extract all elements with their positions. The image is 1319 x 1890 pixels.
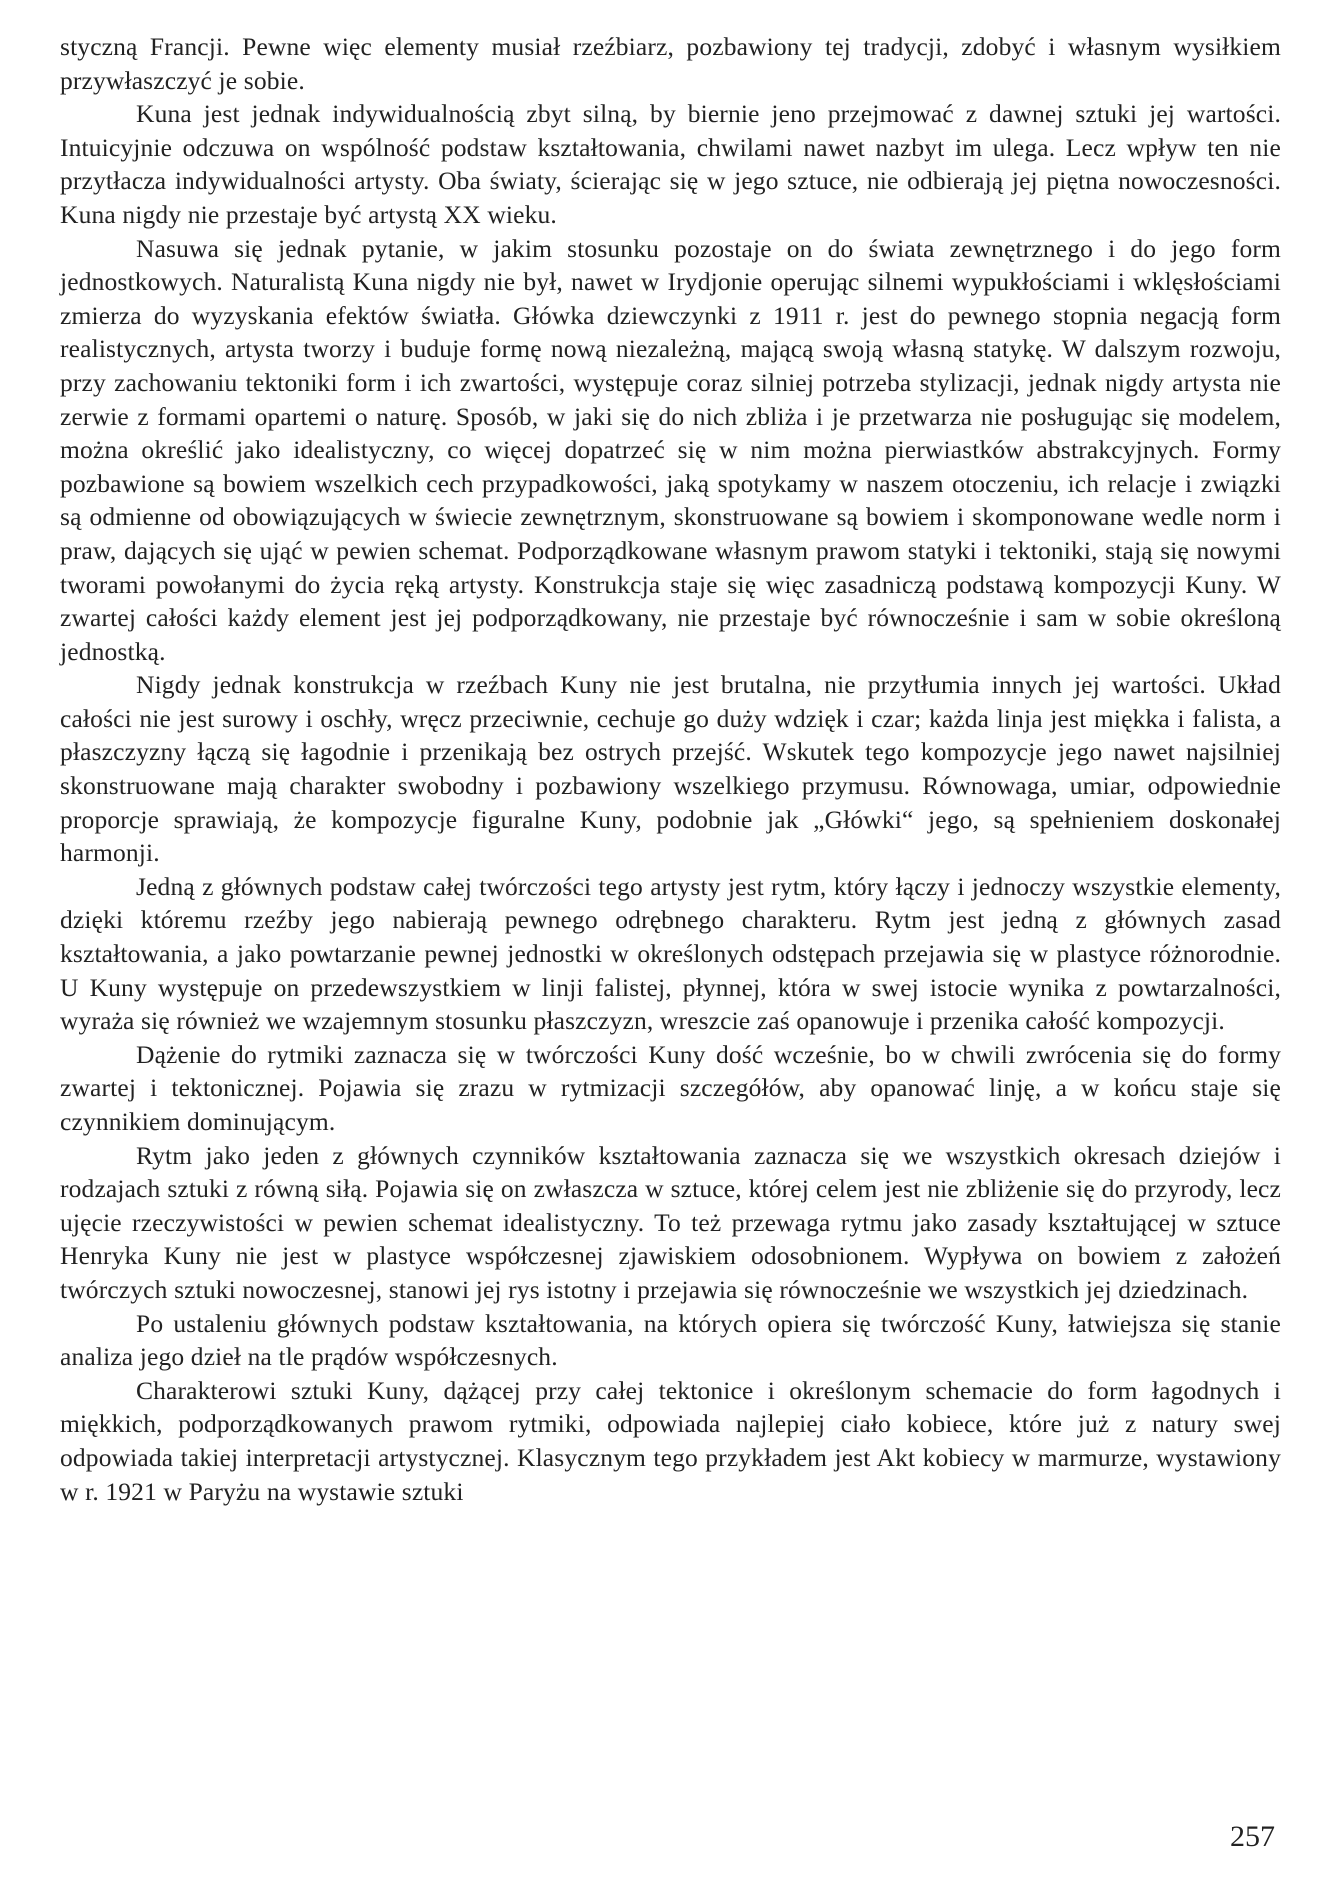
paragraph: Nigdy jednak konstrukcja w rzeźbach Kuny nie jest brutalna, nie przytłumia innych jej wartości. Układ całości nie jest surowy i oschły, wręcz przeciwnie, cechuje go duży wdzięk i czar; każda linja jest miękka i falista, a płaszczyzny łączą się łagodnie i przenikają bez ostrych przejść. Wskutek tego kompozycje jego nawet najsilniej skonstruowane mają charakter swobodny i pozbawiony wszelkiego przymusu. Równowaga, umiar, odpowiednie proporcje sprawiają, że kompozycje figuralne Kuny, podobnie jak „Główki“ jego, są spełnieniem doskonałej harmonji. — [60, 670, 1281, 868]
paragraph: Po ustaleniu głównych podstaw kształtowania, na których opiera się twórczość Kuny, łatwiejsza się stanie analiza jego dzieł na tle prądów współczesnych. — [60, 1308, 1281, 1372]
body-text — [60, 30, 1281, 1508]
page-number: 257 — [1230, 1820, 1275, 1853]
paragraph: Dążenie do rytmiki zaznacza się w twórczości Kuny dość wcześnie, bo w chwili zwrócenia się do formy zwartej i tektonicznej. Pojawia się zrazu w rytmizacji szczegółów, aby opanować linję, a w końcu staje się czynnikiem dominującym. — [60, 1039, 1281, 1136]
paragraph: styczną Francji. Pewne więc elementy musiał rzeźbiarz, pozbawiony tej tradycji, zdobyć i własnym wysiłkiem przywłaszczyć je sobie. — [60, 32, 1281, 95]
paragraph: Charakterowi sztuki Kuny, dążącej przy całej tektonice i określonym schemacie do form łagodnych i miękkich, podporządkowanych prawom rytmiki, odpowiada najlepiej ciało kobiece, które już z natury swej odpowiada takiej interpretacji artystycznej. Klasycznym tego przykładem jest Akt kobiecy w marmurze, wystawiony w r. 1921 w Paryżu na wystawie sztuki — [60, 1375, 1281, 1506]
paragraph: Jedną z głównych podstaw całej twórczości tego artysty jest rytm, który łączy i jednoczy wszystkie elementy, dzięki któremu rzeźby jego nabierają pewnego odrębnego charakteru. Rytm jest jedną z głównych zasad kształtowania, a jako powtarzanie pewnej jednostki w określonych odstępach przejawia się w plastyce różnorodnie. U Kuny występuje on przedewszystkiem w linji falistej, płynnej, która w swej istocie wynika z powtarzalności, wyraża się również we wzajemnym stosunku płaszczyzn, wreszcie zaś opanowuje i przenika całość kompozycji. — [60, 871, 1281, 1036]
paragraph: Rytm jako jeden z głównych czynników kształtowania zaznacza się we wszystkich okresach dziejów i rodzajach sztuki z równą siłą. Pojawia się on zwłaszcza w sztuce, której celem jest nie zbliżenie się do przyrody, lecz ujęcie rzeczywistości w pewien schemat idealistyczny. To też przewaga rytmu jako zasady kształtującej w sztuce Henryka Kuny nie jest w plastyce współczesnej zjawiskiem odosobnionem. Wypływa on bowiem z założeń twórczych sztuki nowoczesnej, stanowi jej rys istotny i przejawia się równocześnie we wszystkich jej dziedzinach. — [60, 1140, 1281, 1304]
paragraph: Nasuwa się jednak pytanie, w jakim stosunku pozostaje on do świata zewnętrznego i do jego form jednostkowych. Naturalistą Kuna nigdy nie był, nawet w Irydjonie operując silnemi wypukłościami i wklęsłościami zmierza do wyzyskania efektów światła. Główka dziewczynki z 1911 r. jest do pewnego stopnia negacją form realistycznych, artysta tworzy i buduje formę nową niezależną, mającą swoją własną statykę. W dalszym rozwoju, przy zachowaniu tektoniki form i ich zwartości, występuje coraz silniej potrzeba stylizacji, jednak nigdy artysta nie zerwie z formami opartemi o naturę. Sposób, w jaki się do nich zbliża i je przetwarza nie posługując się modelem, można określić jako idealistyczny, co więcej dopatrzeć się w nim można pierwiastków abstrakcyjnych. Formy pozbawione są bowiem wszelkich cech przypadkowości, jaką spotykamy w naszem otoczeniu, ich relacje i związki są odmienne od obowiązujących w świecie zewnętrznym, skonstruowane są bowiem i skomponowane wedle norm i praw, dających się ująć w pewien schemat. Podporządkowane własnym prawom statyki i tektoniki, stają się nowymi tworami powołanymi do życia ręką artysty. Konstrukcja staje się więc zasadniczą podstawą kompozycji Kuny. W zwartej całości każdy element jest jej podporządkowany, nie przestaje być równocześnie i sam w sobie określoną jednostką. — [60, 233, 1281, 666]
paragraph: Kuna jest jednak indywidualnością zbyt silną, by biernie jeno przejmować z dawnej sztuki jej wartości. Intuicyjnie odczuwa on wspólność podstaw kształtowania, chwilami nawet nazbyt im ulega. Lecz wpływ ten nie przytłacza indywidualności artysty. Oba światy, ścierając się w jego sztuce, nie odbierają jej piętna nowoczesności. Kuna nigdy nie przestaje być artystą XX wieku. — [60, 99, 1281, 229]
